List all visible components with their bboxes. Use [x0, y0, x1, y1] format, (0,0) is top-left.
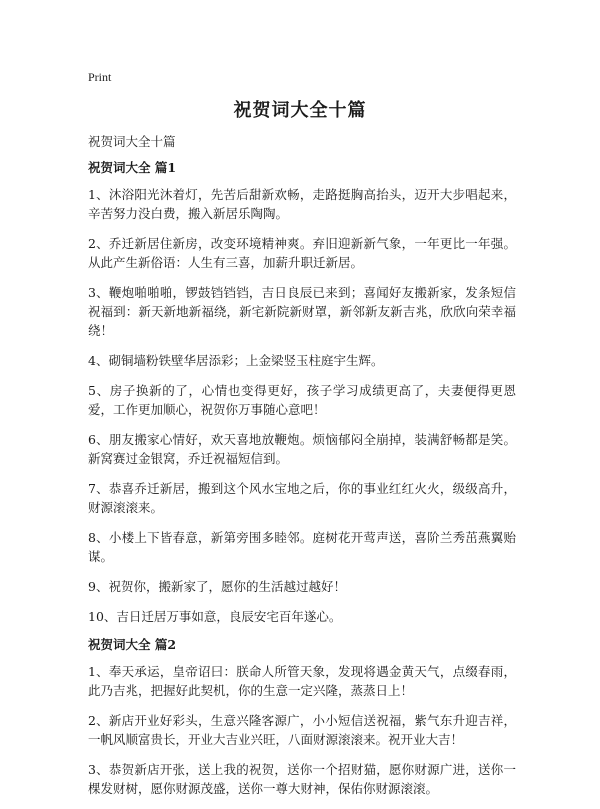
paragraph: 1、奉天承运，皇帝诏曰：朕命人所管天象，发现将遇金黄天气，点缀春雨，此乃吉兆，把握好此契机，你的生意一定兴隆，蒸蒸日上！	[88, 664, 516, 698]
document-title: 祝贺词大全十篇	[233, 100, 367, 121]
paragraph: 3、恭贺新店开张，送上我的祝贺，送你一个招财猫，愿你财源广进，送你一棵发财树，愿你财源茂盛，送你一尊大财神，保佑你财源滚滚。	[88, 762, 516, 796]
section-heading: 祝贺词大全 篇2	[88, 637, 177, 652]
paragraph: 6、朋友搬家心情好，欢天喜地放鞭炮。烦恼郁闷全崩掉，装满舒畅都是笑。新窝赛过金银窝，乔迁祝福短信到。	[88, 432, 516, 466]
paragraph: 4、砌铜墙粉铁壁华居添彩；上金梁竖玉柱庭宇生辉。	[88, 353, 384, 368]
paragraph: 9、祝贺你，搬新家了，愿你的生活越过越好！	[88, 579, 346, 594]
paragraph: 1、沐浴阳光沐着灯，先苦后甜新欢畅，走路挺胸高抬头，迈开大步唱起来，辛苦努力没白费，搬入新居乐陶陶。	[88, 187, 516, 221]
section-heading: 祝贺词大全 篇1	[88, 160, 177, 175]
print-link[interactable]: Print	[88, 70, 112, 84]
paragraph: 5、房子换新的了，心情也变得更好，孩子学习成绩更高了，夫妻便得更恩爱，工作更加顺心，祝贺你万事随心意吧！	[88, 383, 516, 417]
paragraph: 2、新店开业好彩头，生意兴隆客源广，小小短信送祝福，紫气东升迎吉祥，一帆风顺富贵长，开业大吉业兴旺，八面财源滚滚来。祝开业大吉！	[88, 713, 516, 747]
paragraph: 8、小楼上下皆春意，新第旁围多睦邻。庭树花开莺声送，喜阶兰秀茁燕翼贻谋。	[88, 530, 516, 564]
paragraph: 10、吉日迁居万事如意，良辰安宅百年遂心。	[88, 609, 342, 624]
section-2	[88, 637, 516, 798]
paragraph: 7、恭喜乔迁新居，搬到这个风水宝地之后，你的事业红红火火，级级高升，财源滚滚来。	[88, 481, 516, 515]
document-body	[88, 160, 516, 809]
paragraph: 2、乔迁新居住新房，改变环境精神爽。弃旧迎新新气象，一年更比一年强。从此产生新俗语：人生有三喜，加薪升职迁新居。	[88, 236, 516, 270]
section-1	[88, 160, 516, 626]
document-subtitle: 祝贺词大全十篇	[88, 134, 176, 149]
paragraph: 3、鞭炮啪啪啪，锣鼓铛铛铛，吉日良辰已来到；喜闻好友搬新家，发条短信祝福到：新天新地新福绕，新宅新院新财罩，新邻新友新吉兆，欣欣向荣幸福绕！	[88, 285, 516, 338]
